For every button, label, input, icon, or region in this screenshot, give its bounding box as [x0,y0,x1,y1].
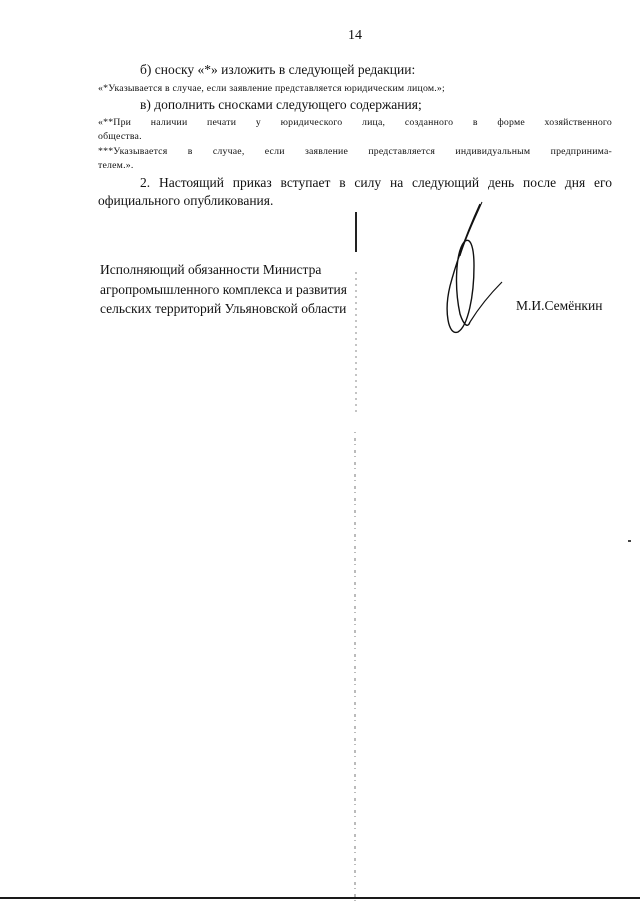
item-b-text: б) сноску «*» изложить в следующей редакции: [140,62,416,77]
footnote-3-line-1: ***Указывается в случае, если заявление представляется индивидуальным предпринима- [98,146,612,157]
footnote-3-line-2: телем.». [98,160,134,171]
signer-name: М.И.Семёнкин [516,298,603,313]
page-bottom-border [0,897,640,899]
signatory-title-line-3: сельских территорий Ульяновской области [100,301,347,316]
signatory-title [100,260,347,319]
paragraph-2-line-1: 2. Настоящий приказ вступает в силу на следующий день после дня его [140,175,612,190]
footnote-2-line-2: общества. [98,131,142,142]
footnote-1-text: «*Указывается в случае, если заявление представляется юридическим лицом.»; [98,83,445,94]
scan-speck [628,540,631,542]
signatory-title-line-1: Исполняющий обязанности Министра [100,262,322,277]
signatory-title-line-2: агропромышленного комплекса и развития [100,281,347,297]
handwritten-signature [430,196,510,346]
item-v-text: в) дополнить сносками следующего содержания; [140,97,422,112]
page-number: 14 [348,28,362,43]
paragraph-2-line-2: официального опубликования. [98,193,274,208]
footnote-2-line-1: «**При наличии печати у юридического лица, созданного в форме хозяйственного [98,117,612,128]
scan-artifact-line [352,212,360,902]
